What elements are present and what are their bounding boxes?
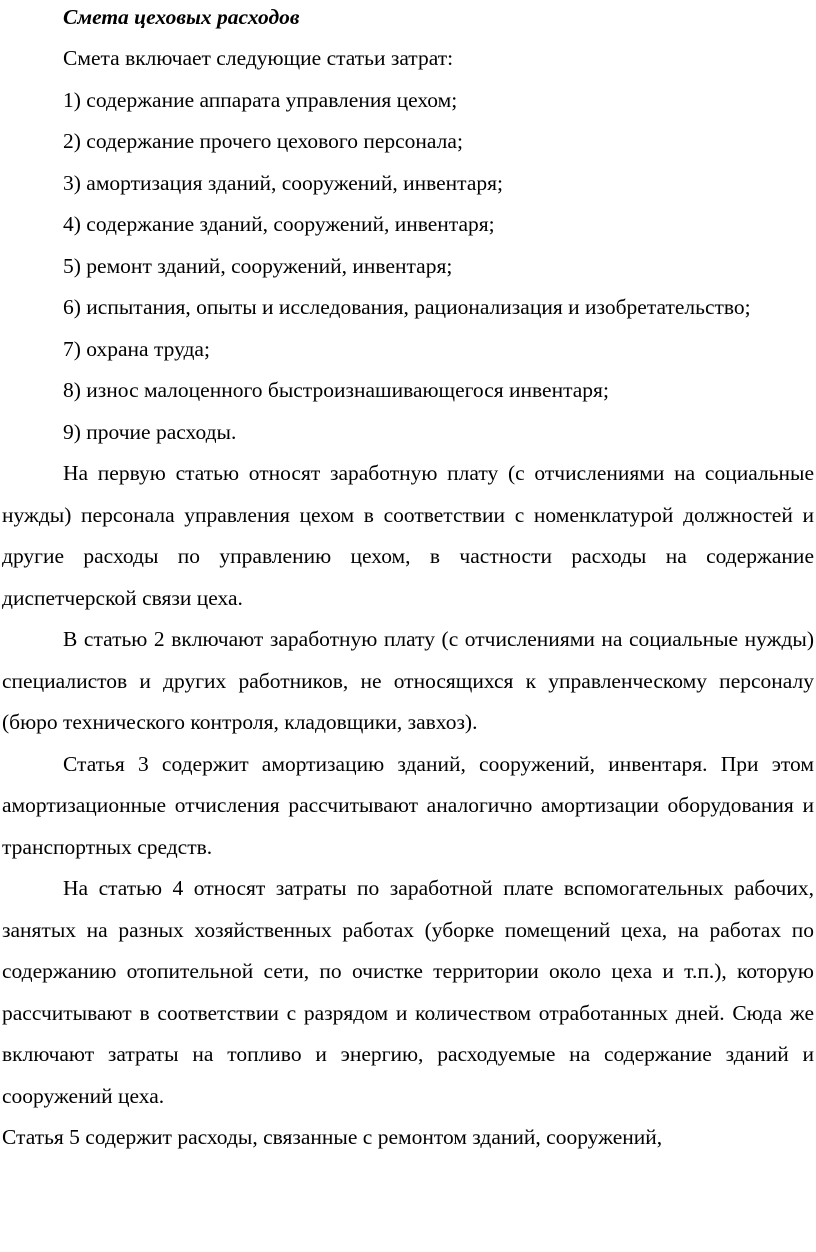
list-item: 4) содержание зданий, сооружений, инвентаря; — [63, 212, 495, 236]
document-title: Смета цеховых расходов — [63, 5, 300, 29]
list-item: 8) износ малоценного быстроизнашивающегося инвентаря; — [63, 378, 609, 402]
list-item: 2) содержание прочего цехового персонала; — [63, 129, 463, 153]
list-item: 1) содержание аппарата управления цехом; — [63, 87, 458, 112]
list-item: 7) охрана труда; — [63, 336, 210, 361]
paragraph-start: Статья 5 содержит расходы, связанные с ремонтом зданий, сооружений, — [2, 1125, 663, 1149]
paragraph: На статью 4 относят затраты по заработной плате вспомогательных рабочих, занятых на разных хозяйственных работах (уборке помещений цеха, на работах по содержанию отопительной сети, по очистке территории около цеха и т.п.), которую рассчитывают в соответствии с разрядом и количеством отработанных дней. Сюда же включают затраты на топливо и энергию, расходуемые на содержание зданий и сооружений цеха. — [2, 876, 814, 1108]
list-item: 6) испытания, опыты и исследования, рационализация и изобретательство; — [63, 295, 751, 319]
list-item: 3) амортизация зданий, сооружений, инвентаря; — [63, 170, 503, 195]
list-item: 9) прочие расходы. — [63, 419, 237, 444]
paragraph: Статья 3 содержит амортизацию зданий, сооружений, инвентаря. При этом амортизационные отчисления рассчитывают аналогично амортизации оборудования и транспортных средств. — [2, 751, 814, 859]
list-item: 5) ремонт зданий, сооружений, инвентаря; — [63, 253, 453, 278]
paragraph: В статью 2 включают заработную плату (с отчислениями на социальные нужды) специалистов и других работников, не относящихся к управленческому персоналу (бюро технического контроля, кладовщики, завхоз). — [2, 627, 814, 734]
intro-text: Смета включает следующие статьи затрат: — [63, 46, 454, 70]
paragraph: На первую статью относят заработную плату (с отчислениями на социальные нужды) персонала управления цехом в соответствии с номенклатурой должностей и другие расходы по управлению цехом, в частности расходы на содержание диспетчерской связи цеха. — [2, 461, 814, 610]
